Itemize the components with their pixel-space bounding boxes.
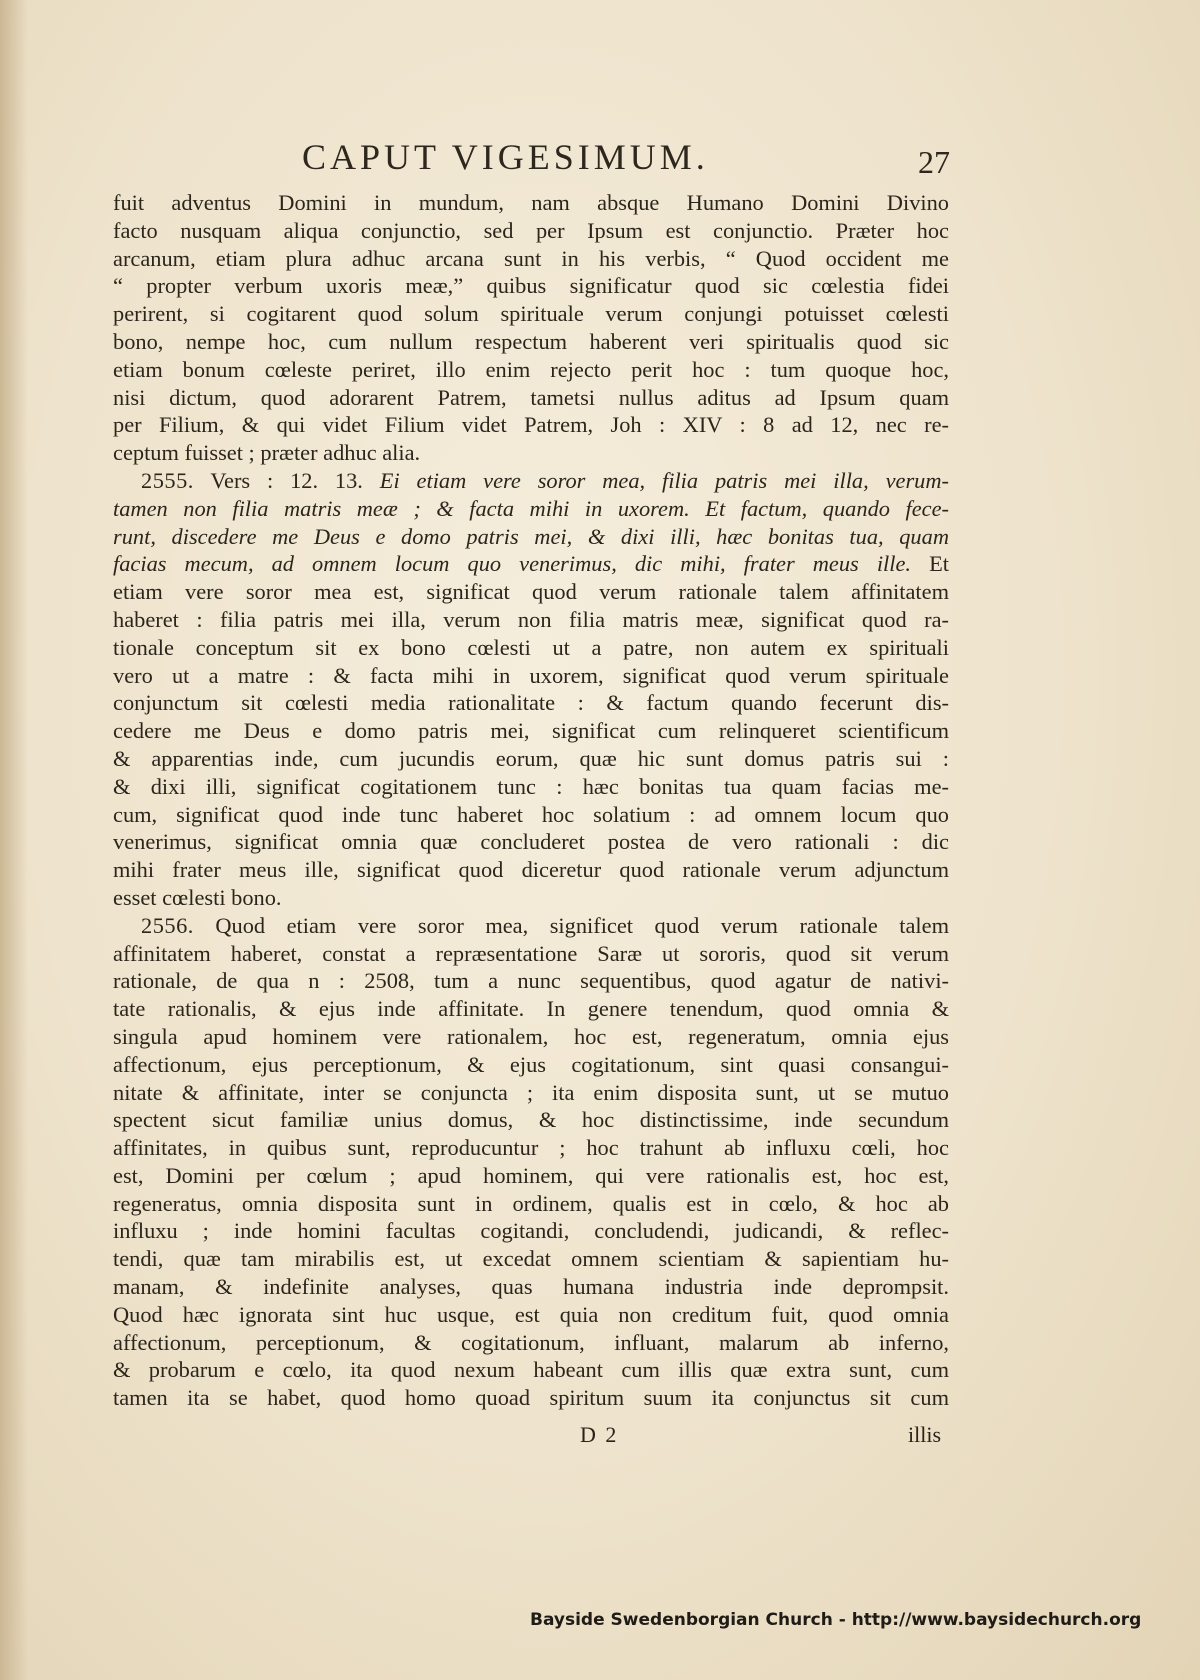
text-line: facto nusquam aliqua conjunctio, sed per Ipsum est conjunctio. Præter hoc: [113, 217, 949, 243]
text-line: tendi, quæ tam mirabilis est, ut excedat omnem scientiam & sapientiam hu-: [113, 1246, 949, 1272]
text-line: bono, nempe hoc, cum nullum respectum haberent veri spiritualis quod sic: [113, 328, 949, 354]
text-line: & apparentias inde, cum jucundis eorum, quæ hic sunt domus patris sui :: [113, 745, 949, 771]
text-line: etiam bonum cœleste periret, illo enim rejecto perit hoc : tum quoque hoc,: [113, 356, 949, 382]
text-line: affinitatem haberet, constat a repræsentatione Saræ ut sororis, quod sit verum: [113, 940, 949, 966]
text-line: Quod hæc ignorata sint huc usque, est quia non creditum fuit, quod omnia: [113, 1301, 949, 1327]
scripture-quote-line: tamen non filia matris meæ ; & facta mihi in uxorem. Et factum, quando fece-: [113, 495, 949, 521]
text-line: etiam vere soror mea est, significat quod verum rationale talem affinitatem: [113, 579, 949, 605]
scripture-quote-end-line: [113, 550, 949, 578]
printer-signature: D 2: [580, 1422, 619, 1447]
text-line: nitate & affinitate, inter se conjuncta ; ita enim disposita sunt, ut se mutuo: [113, 1079, 949, 1105]
text-line: manam, & indefinite analyses, quas humana industria inde deprompsit.: [113, 1274, 949, 1300]
text-line: mihi frater meus ille, significat quod diceretur quod rationale verum adjunctum: [113, 857, 949, 883]
website-credit: Bayside Swedenborgian Church - http://www.baysidechurch.org: [530, 1610, 1142, 1630]
text-line: regeneratus, omnia disposita sunt in ordinem, qualis est in cœlo, & hoc ab: [113, 1190, 949, 1216]
text-line: per Filium, & qui videt Filium videt Patrem, Joh : XIV : 8 ad 12, nec re-: [113, 412, 949, 438]
paragraph-2556-heading: [113, 912, 949, 940]
paragraph-number: 2556.: [141, 912, 194, 938]
text-line: cedere me Deus e domo patris mei, significat cum relinqueret scientificum: [113, 718, 949, 744]
text-line: conjunctum sit cœlesti media rationalitate : & factum quando fecerunt dis-: [113, 690, 949, 716]
text-line: fuit adventus Domini in mundum, nam absque Humano Domini Divino: [113, 190, 949, 215]
text-line: spectent sicut familiæ unius domus, & hoc distinctissime, inde secundum: [113, 1107, 949, 1133]
text-line: singula apud hominem vere rationalem, hoc est, regeneratum, omnia ejus: [113, 1023, 949, 1049]
paragraph-first-line: Quod etiam vere soror mea, significet quod verum rationale talem: [215, 912, 949, 938]
text-line: affectionum, ejus perceptionum, & ejus cogitationum, sint quasi consangui-: [113, 1051, 949, 1077]
commentary-start: Et: [929, 551, 949, 577]
text-line: cum, significat quod inde tunc haberet hoc solatium : ad omnem locum quo: [113, 801, 949, 827]
chapter-title: CAPUT VIGESIMUM.: [302, 137, 709, 177]
text-line: influxu ; inde homini facultas cogitandi, concludendi, judicandi, & reflec-: [113, 1218, 949, 1244]
text-line: venerimus, significat omnia quæ concluderet postea de vero rationali : dic: [113, 829, 949, 855]
text-line: tamen ita se habet, quod homo quoad spiritum suum ita conjunctus sit cum: [113, 1385, 949, 1411]
text-line: affectionum, perceptionum, & cogitationum, influant, malarum ab inferno,: [113, 1329, 949, 1355]
text-line: & probarum e cœlo, ita quod nexum habeant cum illis quæ extra sunt, cum: [113, 1357, 949, 1383]
text-line: arcanum, etiam plura adhuc arcana sunt in his verbis, “ Quod occident me: [113, 245, 949, 271]
text-line: tionale conceptum sit ex bono cœlesti ut a patre, non autem ex spirituali: [113, 634, 949, 660]
text-line: perirent, si cogitarent quod solum spirituale verum conjungi potuisset cœlesti: [113, 301, 949, 327]
page-number: 27: [918, 144, 950, 180]
text-line: est, Domini per cœlum ; apud hominem, qui vere rationalis est, hoc est,: [113, 1162, 949, 1188]
scripture-quote-line: facias mecum, ad omnem locum quo venerimus, dic mihi, frater meus ille.: [113, 551, 912, 577]
body-text: [113, 189, 949, 1412]
text-line: tate rationalis, & ejus inde affinitate. In genere tenendum, quod omnia &: [113, 996, 949, 1022]
running-head: [120, 136, 950, 186]
scripture-quote-line: runt, discedere me Deus e domo patris mei, & dixi illi, hæc bonitas tua, quam: [113, 523, 949, 549]
text-line: & dixi illi, significat cogitationem tunc : hæc bonitas tua quam facias me-: [113, 773, 949, 799]
text-line: “ propter verbum uxoris meæ,” quibus significatur quod sic cœlestia fidei: [113, 273, 949, 299]
verse-reference: Vers : 12. 13.: [210, 467, 363, 493]
text-line: haberet : filia patris mei illa, verum non filia matris meæ, significat quod ra-: [113, 606, 949, 632]
text-line: rationale, de qua n : 2508, tum a nunc sequentibus, quod agatur de nativi-: [113, 968, 949, 994]
scripture-quote: Ei etiam vere soror mea, filia patris mei illa, verum-: [379, 467, 949, 493]
text-line: esset cœlesti bono.: [113, 884, 282, 910]
text-line: affinitates, in quibus sunt, reproducuntur ; hoc trahunt ab influxu cœli, hoc: [113, 1135, 949, 1161]
text-line: nisi dictum, quod adorarent Patrem, tametsi nullus aditus ad Ipsum quam: [113, 384, 949, 410]
catchword: illis: [908, 1422, 942, 1447]
paragraph-number: 2555.: [141, 467, 194, 493]
paragraph-2555-heading: [113, 467, 949, 495]
text-line: vero ut a matre : & facta mihi in uxorem, significat quod verum spirituale: [113, 662, 949, 688]
text-line: ceptum fuisset ; præter adhuc alia.: [113, 440, 421, 466]
